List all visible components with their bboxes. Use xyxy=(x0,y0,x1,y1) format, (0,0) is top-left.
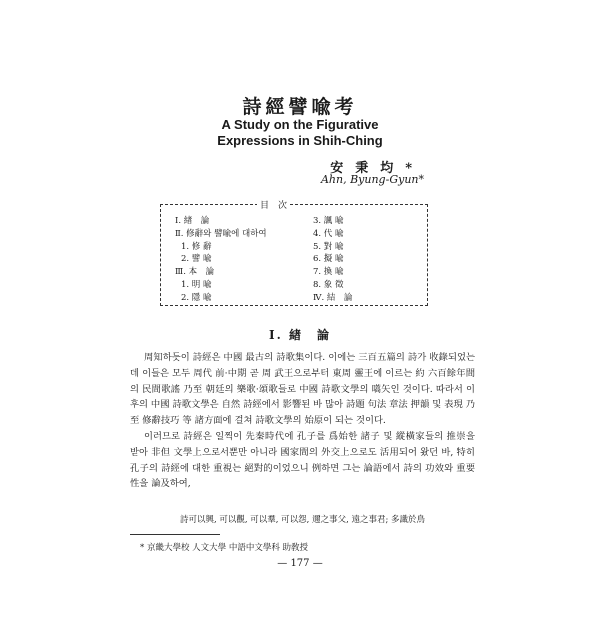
title-english-line2: Expressions in Shih-Ching xyxy=(217,133,383,148)
table-of-contents xyxy=(160,201,428,306)
section-heading: Ⅰ. 緖 論 xyxy=(269,328,331,342)
toc-left-column xyxy=(175,215,267,305)
toc-item: 7. 換 喩 xyxy=(313,267,344,278)
footnote-divider xyxy=(130,534,220,535)
quotation: 詩可以興, 可以觀, 可以羣, 可以怨, 邇之事父, 遠之事君; 多識於鳥 xyxy=(179,515,426,525)
body-text xyxy=(130,350,475,492)
toc-item: Ⅱ. 修辭와 譬喩에 대하여 xyxy=(175,228,267,239)
author-english: Ahn, Byung-Gyun* xyxy=(320,173,424,186)
toc-item: Ⅳ. 結 論 xyxy=(313,292,353,303)
toc-item: 2. 隱 喩 xyxy=(181,292,212,303)
paragraph: 이러므로 詩經은 일찍이 先秦時代에 孔子를 爲始한 諸子 및 縱橫家들의 推崇을 받아 非但 文學上으로서뿐만 아니라 國家間의 外交上으로도 活用되어 왔던 바, 特히 孔子의 詩經에 대한 重視는 絕對的이었으니 例하면 그는 論語에서 詩의 功效와 重要性을 論及하여, xyxy=(130,430,475,490)
toc-header: 目 次 xyxy=(257,198,290,211)
title-english-line1: A Study on the Figurative xyxy=(221,117,379,132)
toc-item: Ⅰ. 緖 論 xyxy=(175,216,210,226)
toc-item: 6. 擬 喩 xyxy=(313,254,344,265)
toc-item: 5. 對 喩 xyxy=(313,241,344,252)
toc-item: 2. 譬 喩 xyxy=(181,254,212,265)
toc-item: 3. 諷 喩 xyxy=(313,216,344,226)
paragraph: 周知하듯이 詩經은 中國 最古의 詩歌集이다. 이에는 三百五篇의 詩가 收錄되었는데 이들은 모두 周代 前·中期 곧 周 武王으로부터 東周 靈王에 이르는 約 六百餘年間의 民間歌謠 乃至 朝廷의 樂歌·頌歌들로 中國 詩歌文學의 嚆矢인 것이다. 따라서 이후의 中國 詩歌文學은 自然 詩經에서 影響된 바 많아 詩題 句法 章法 押韻 및 表現 乃至 修辭技巧 等 諸方面에 걸쳐 詩歌文學의 始原이 되는 것이다. xyxy=(130,352,476,427)
toc-right-column xyxy=(313,215,352,305)
page-number: — 177 — xyxy=(277,558,323,569)
toc-item: 1. 修 辭 xyxy=(181,241,212,252)
author-korean: 安秉均* xyxy=(330,161,424,176)
toc-item: 1. 明 喩 xyxy=(181,279,212,290)
toc-item: 8. 象 徵 xyxy=(313,279,344,290)
toc-item: Ⅲ. 本 論 xyxy=(175,267,215,278)
toc-item: 4. 代 喩 xyxy=(313,228,344,239)
title-korean: 詩經譬喩考 xyxy=(242,96,358,118)
footnote: * 京畿大學校 人文大學 中語中文學科 助敎授 xyxy=(140,543,309,553)
